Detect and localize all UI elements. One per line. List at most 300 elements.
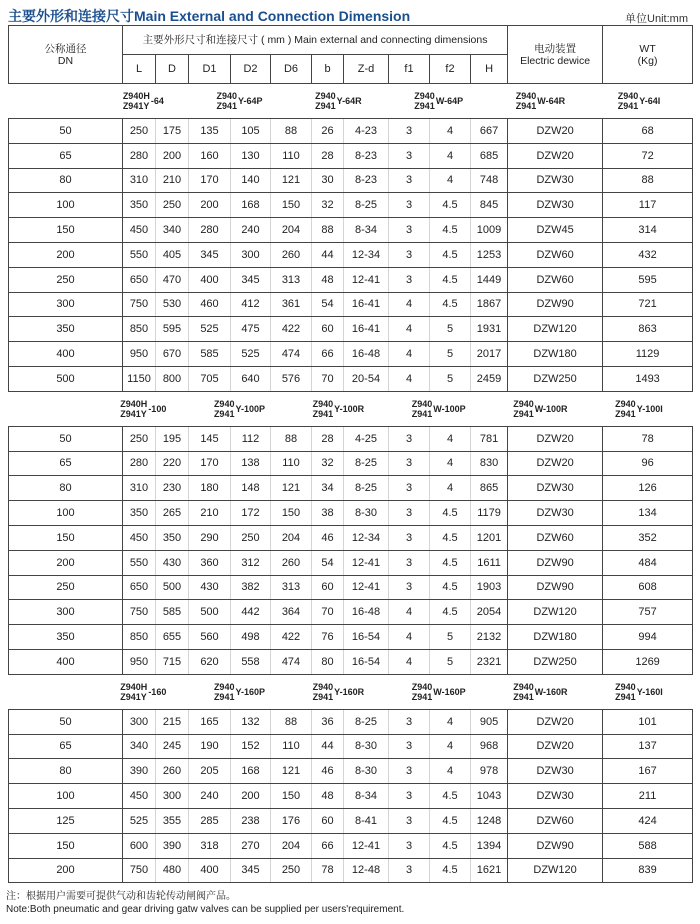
table-row [9,833,693,858]
cell-f1: 4 [389,625,430,650]
cell-f1: 3 [389,426,430,451]
cell-zd: 16-54 [344,649,389,674]
model-code-suffix: -64 [150,96,164,106]
cell-h: 1867 [471,292,508,317]
cell-l: 650 [123,575,156,600]
cell-f1: 3 [389,242,430,267]
cell-weight: 595 [603,267,693,292]
model-code-top: Z940 [513,681,534,692]
model-code [412,682,466,702]
cell-b: 88 [312,218,344,243]
cell-l: 450 [123,525,156,550]
cell-f1: 3 [389,734,430,759]
cell-weight: 167 [603,759,693,784]
cell-d6: 150 [271,501,312,526]
cell-d1: 500 [189,600,231,625]
model-code-stack [414,91,435,111]
cell-d2: 525 [231,342,271,367]
model-code-bottom: Z941 [513,691,534,702]
cell-d2: 558 [231,649,271,674]
cell-f2: 4.5 [430,833,471,858]
model-code-stack [313,682,334,702]
model-code-bottom: Z941 [615,408,636,419]
cell-d1: 200 [189,193,231,218]
model-code-top: Z940 [216,91,237,101]
cell-d6: 576 [271,366,312,391]
cell-b: 34 [312,476,344,501]
model-code-stack [120,682,147,702]
table-row [9,143,693,168]
cell-l: 750 [123,292,156,317]
model-code [513,399,567,419]
cell-d1: 285 [189,808,231,833]
cell-f2: 5 [430,342,471,367]
cell-l: 250 [123,426,156,451]
cell-l: 310 [123,476,156,501]
cell-f1: 3 [389,168,430,193]
dn-header [9,26,123,84]
model-code [313,682,365,702]
cell-d1: 318 [189,833,231,858]
cell-f2: 4.5 [430,292,471,317]
cell-d2: 382 [231,575,271,600]
model-code-top: Z940H [122,91,150,101]
model-header-row [9,391,693,426]
cell-dn: 200 [9,858,123,883]
cell-weight: 72 [603,143,693,168]
cell-h: 830 [471,451,508,476]
cell-h: 1931 [471,317,508,342]
cell-f2: 5 [430,625,471,650]
cell-f1: 3 [389,808,430,833]
cell-dn: 80 [9,476,123,501]
cell-d: 260 [156,759,189,784]
cell-weight: 424 [603,808,693,833]
cell-b: 28 [312,426,344,451]
cell-dn: 65 [9,143,123,168]
cell-h: 781 [471,426,508,451]
cell-l: 300 [123,709,156,734]
cell-d6: 150 [271,193,312,218]
cell-d2: 148 [231,476,271,501]
cell-electric-device: DZW45 [508,218,603,243]
table-row [9,292,693,317]
cell-b: 36 [312,709,344,734]
col-header-f2: f2 [430,55,471,84]
model-code-bottom: Z941Y [122,101,150,111]
cell-electric-device: DZW90 [508,550,603,575]
model-code-stack [615,682,636,702]
cell-electric-device: DZW30 [508,784,603,809]
cell-h: 2321 [471,649,508,674]
cell-f1: 4 [389,600,430,625]
cell-d: 250 [156,193,189,218]
cell-zd: 8-34 [344,218,389,243]
model-code-suffix: W-64P [435,96,464,106]
cell-h: 1043 [471,784,508,809]
cell-electric-device: DZW20 [508,143,603,168]
model-code [615,399,663,419]
col-header-d6: D6 [271,55,312,84]
model-list [9,682,693,702]
model-code-bottom: Z941 [411,691,433,702]
table-row [9,501,693,526]
cell-d2: 152 [231,734,271,759]
model-code-top: Z940 [312,681,334,692]
cell-l: 600 [123,833,156,858]
model-code-suffix: W-100R [534,403,568,414]
footnote-cn: 注：根据用户需要可提供气动和齿轮传动闸阀产品。 [6,891,236,902]
cell-d2: 112 [231,426,271,451]
cell-d2: 130 [231,143,271,168]
cell-f2: 4.5 [430,501,471,526]
cell-d6: 204 [271,833,312,858]
cell-weight: 1493 [603,366,693,391]
cell-dn: 250 [9,575,123,600]
cell-electric-device: DZW90 [508,575,603,600]
model-code-stack [618,91,639,111]
model-code-suffix: Y-160P [235,686,265,697]
model-code-suffix: -160 [148,686,167,697]
cell-electric-device: DZW60 [508,267,603,292]
model-code-top: Z940 [615,398,636,409]
cell-d1: 145 [189,426,231,451]
cell-d1: 135 [189,119,231,144]
cell-f1: 3 [389,267,430,292]
cell-d: 195 [156,426,189,451]
cell-f1: 3 [389,575,430,600]
model-code-suffix: Y-64I [639,96,661,106]
table-row [9,784,693,809]
weight-header [603,26,693,84]
cell-d: 230 [156,476,189,501]
cell-f1: 4 [389,649,430,674]
cell-h: 685 [471,143,508,168]
table-row [9,649,693,674]
cell-zd: 8-25 [344,476,389,501]
cell-electric-device: DZW20 [508,426,603,451]
cell-d6: 88 [271,709,312,734]
cell-h: 968 [471,734,508,759]
cell-f2: 4 [430,168,471,193]
cell-h: 748 [471,168,508,193]
cell-l: 550 [123,242,156,267]
model-code-stack [315,91,336,111]
cell-electric-device: DZW90 [508,292,603,317]
cell-d1: 400 [189,858,231,883]
footnote-en: Note:Both pneumatic and gear driving gatw valves can be supplied per users'requirement. [6,904,405,915]
model-header-cell [9,84,693,119]
model-code-top: Z940 [615,681,636,692]
cell-d2: 200 [231,784,271,809]
cell-b: 60 [312,317,344,342]
cell-b: 54 [312,550,344,575]
cell-dn: 150 [9,833,123,858]
cell-d1: 280 [189,218,231,243]
cell-l: 750 [123,600,156,625]
model-header-row [9,84,693,119]
model-code-bottom: Z941 [617,101,639,111]
cell-d1: 170 [189,451,231,476]
unit-label: 单位Unit:mm [625,13,688,25]
cell-d: 405 [156,242,189,267]
cell-d1: 345 [189,242,231,267]
cell-l: 1150 [123,366,156,391]
cell-b: 54 [312,292,344,317]
cell-d: 800 [156,366,189,391]
cell-h: 1253 [471,242,508,267]
cell-d2: 105 [231,119,271,144]
cell-d2: 168 [231,759,271,784]
cell-weight: 588 [603,833,693,858]
cell-l: 550 [123,550,156,575]
cell-zd: 8-23 [344,168,389,193]
cell-f2: 4.5 [430,808,471,833]
cell-d1: 400 [189,267,231,292]
cell-l: 310 [123,168,156,193]
table-row [9,600,693,625]
cell-dn: 150 [9,525,123,550]
cell-zd: 20-54 [344,366,389,391]
col-header-d2: D2 [231,55,271,84]
cell-dn: 150 [9,218,123,243]
cell-d6: 250 [271,858,312,883]
cell-l: 850 [123,625,156,650]
cell-b: 44 [312,242,344,267]
cell-electric-device: DZW180 [508,625,603,650]
cell-d1: 170 [189,168,231,193]
cell-weight: 117 [603,193,693,218]
cell-b: 44 [312,734,344,759]
cell-b: 46 [312,525,344,550]
model-code-stack [313,399,334,419]
cell-electric-device: DZW180 [508,342,603,367]
cell-zd: 12-48 [344,858,389,883]
model-code-stack [412,399,433,419]
cell-h: 1248 [471,808,508,833]
cell-d6: 176 [271,808,312,833]
model-code-stack [412,682,433,702]
model-code-top: Z940 [515,91,537,101]
cell-l: 280 [123,143,156,168]
cell-zd: 8-30 [344,759,389,784]
cell-electric-device: DZW120 [508,317,603,342]
cell-h: 1009 [471,218,508,243]
model-code-stack [513,399,534,419]
table-row [9,625,693,650]
cell-b: 60 [312,575,344,600]
model-code-stack [216,91,237,111]
cell-d2: 172 [231,501,271,526]
cell-electric-device: DZW60 [508,525,603,550]
cell-zd: 8-25 [344,709,389,734]
table-row [9,342,693,367]
table-row [9,858,693,883]
cell-f2: 4.5 [430,218,471,243]
cell-d6: 474 [271,649,312,674]
cell-d1: 430 [189,575,231,600]
model-header-row [9,674,693,709]
cell-d6: 364 [271,600,312,625]
cell-f1: 4 [389,292,430,317]
cell-dn: 300 [9,600,123,625]
table-row [9,709,693,734]
cell-d6: 474 [271,342,312,367]
cell-b: 48 [312,784,344,809]
cell-dn: 80 [9,759,123,784]
cell-b: 70 [312,366,344,391]
cell-d: 500 [156,575,189,600]
model-code [513,682,567,702]
weight-header-unit: (Kg) [637,54,658,67]
electric-header [508,26,603,84]
cell-d6: 110 [271,143,312,168]
cell-d: 715 [156,649,189,674]
cell-f2: 4.5 [430,242,471,267]
cell-zd: 4-23 [344,119,389,144]
cell-dn: 200 [9,550,123,575]
model-code-suffix: Y-160R [334,686,365,697]
model-code-bottom: Z941 [213,691,235,702]
cell-h: 1621 [471,858,508,883]
cell-dn: 400 [9,649,123,674]
table-row [9,808,693,833]
cell-zd: 12-41 [344,833,389,858]
cell-zd: 8-23 [344,143,389,168]
col-header-b: b [312,55,344,84]
cell-f2: 4.5 [430,550,471,575]
table-row [9,267,693,292]
cell-weight: 211 [603,784,693,809]
table-row [9,575,693,600]
cell-f2: 4 [430,709,471,734]
cell-f1: 3 [389,709,430,734]
cell-electric-device: DZW20 [508,709,603,734]
cell-f1: 3 [389,476,430,501]
model-code-top: Z940H [120,398,148,409]
electric-header-cn: 电动装置 [534,42,577,55]
cell-electric-device: DZW30 [508,168,603,193]
cell-zd: 12-41 [344,550,389,575]
model-code-stack [214,682,235,702]
cell-zd: 12-41 [344,575,389,600]
cell-weight: 863 [603,317,693,342]
cell-d2: 442 [231,600,271,625]
cell-f2: 4 [430,143,471,168]
page-title: 主要外形和连接尺寸Main External and Connection Dimension [8,8,411,24]
cell-b: 78 [312,858,344,883]
cell-weight: 994 [603,625,693,650]
cell-b: 32 [312,193,344,218]
cell-zd: 16-48 [344,342,389,367]
cell-electric-device: DZW30 [508,193,603,218]
cell-electric-device: DZW60 [508,242,603,267]
model-code-bottom: Z941 [414,101,435,111]
model-code-top: Z940H [120,681,148,692]
cell-d2: 270 [231,833,271,858]
cell-weight: 126 [603,476,693,501]
cell-f1: 4 [389,366,430,391]
cell-f2: 4.5 [430,525,471,550]
cell-l: 250 [123,119,156,144]
cell-b: 46 [312,759,344,784]
cell-d6: 88 [271,426,312,451]
cell-zd: 4-25 [344,426,389,451]
col-header-d: D [156,55,189,84]
table-row [9,476,693,501]
cell-d6: 121 [271,759,312,784]
cell-electric-device: DZW250 [508,366,603,391]
table-row [9,218,693,243]
cell-d1: 240 [189,784,231,809]
cell-d1: 165 [189,709,231,734]
cell-b: 66 [312,342,344,367]
cell-b: 26 [312,119,344,144]
cell-f1: 3 [389,501,430,526]
cell-weight: 78 [603,426,693,451]
cell-d: 175 [156,119,189,144]
cell-h: 1394 [471,833,508,858]
cell-weight: 88 [603,168,693,193]
model-list [9,91,693,111]
model-code-top: Z940 [213,398,235,409]
cell-zd: 8-25 [344,193,389,218]
model-header-cell [9,674,693,709]
table-row [9,734,693,759]
cell-dn: 80 [9,168,123,193]
cell-electric-device: DZW30 [508,759,603,784]
cell-f1: 3 [389,759,430,784]
cell-h: 2132 [471,625,508,650]
model-code-suffix: W-160R [534,686,568,697]
cell-l: 350 [123,501,156,526]
cell-weight: 839 [603,858,693,883]
cell-d6: 110 [271,451,312,476]
model-code [214,399,265,419]
cell-weight: 757 [603,600,693,625]
cell-b: 76 [312,625,344,650]
cell-f2: 4 [430,734,471,759]
cell-zd: 12-34 [344,525,389,550]
cell-d: 350 [156,525,189,550]
model-code [313,399,365,419]
cell-d6: 260 [271,550,312,575]
cell-weight: 484 [603,550,693,575]
cell-d: 215 [156,709,189,734]
cell-dn: 350 [9,625,123,650]
cell-h: 1179 [471,501,508,526]
header-row [9,26,693,55]
model-code-top: Z940 [213,681,235,692]
cell-weight: 608 [603,575,693,600]
cell-zd: 12-41 [344,267,389,292]
cell-d2: 312 [231,550,271,575]
cell-h: 1201 [471,525,508,550]
cell-dn: 100 [9,193,123,218]
model-code [618,91,661,111]
cell-electric-device: DZW30 [508,501,603,526]
model-code-bottom: Z941 [513,408,534,419]
model-code-bottom: Z941 [213,408,235,419]
cell-d1: 290 [189,525,231,550]
cell-d: 245 [156,734,189,759]
cell-d6: 422 [271,625,312,650]
model-code-stack [120,399,147,419]
table-row [9,426,693,451]
cell-f1: 3 [389,119,430,144]
cell-h: 2054 [471,600,508,625]
cell-dn: 400 [9,342,123,367]
